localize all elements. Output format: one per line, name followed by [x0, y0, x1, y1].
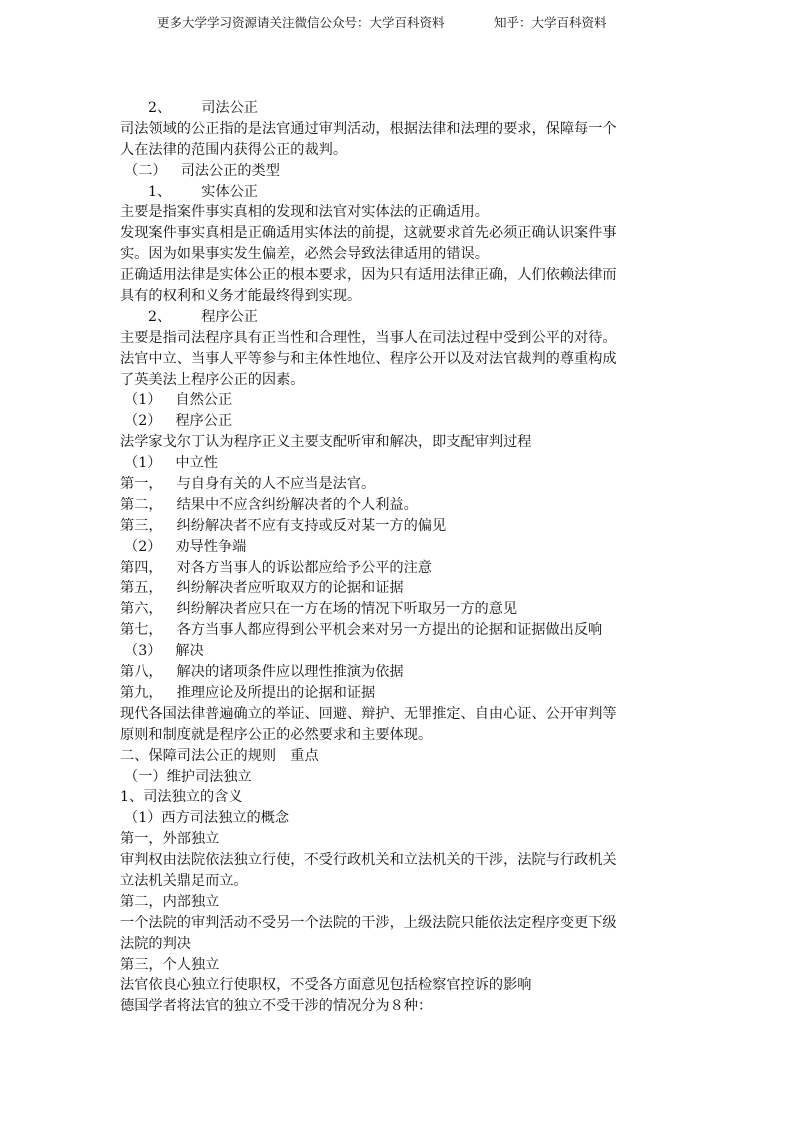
- text-line: [120, 223, 680, 244]
- line-text: 1、司法独立的含义: [120, 789, 243, 806]
- text-line: [120, 746, 680, 767]
- line-number-label: （2）: [124, 413, 162, 430]
- text-line: [120, 307, 680, 328]
- line-text: 解决的诸项条件应以理性推演为依据: [176, 664, 404, 681]
- line-number-label: （2）: [124, 538, 162, 555]
- line-text: 正确适用法律是实体公正的根本要求，因为只有适用法律正确，人们依赖法律而: [120, 267, 617, 284]
- line-number-label: 第六，: [120, 601, 163, 618]
- line-text: （1）西方司法独立的概念: [124, 810, 290, 827]
- line-text: 对各方当事人的诉讼都应给予公平的注意: [176, 559, 432, 576]
- text-line: [120, 453, 680, 474]
- text-line: [120, 725, 680, 746]
- line-number-label: 第二，: [120, 496, 163, 513]
- line-number-label: （二）: [124, 162, 167, 179]
- line-text: 中立性: [175, 455, 218, 472]
- line-text: 法院的判决: [120, 935, 191, 952]
- text-line: [120, 808, 680, 829]
- page-header: [0, 14, 793, 32]
- text-line: [120, 599, 680, 620]
- text-line: [120, 98, 680, 119]
- line-text: 实体公正: [201, 183, 258, 200]
- text-line: [120, 975, 680, 996]
- text-line: [120, 140, 680, 161]
- text-line: [120, 683, 680, 704]
- text-line: [120, 850, 680, 871]
- text-line: [120, 328, 680, 349]
- line-text: 发现案件事实真相是正确适用实体法的前提，这就要求首先必须正确认识案件事: [120, 225, 617, 242]
- text-line: [120, 871, 680, 892]
- text-line: [120, 641, 680, 662]
- line-text: 程序公正: [175, 413, 233, 430]
- text-line: [120, 161, 680, 182]
- line-text: 德国学者将法官的独立不受干涉的情况分为８种：: [120, 998, 433, 1015]
- line-text: 了英美法上程序公正的因素。: [120, 371, 305, 388]
- text-line: [120, 495, 680, 516]
- line-text: 主要是指司法程序具有正当性和合理性，当事人在司法过程中受到公平的对待。: [120, 329, 617, 346]
- line-text: 自然公正: [175, 392, 233, 409]
- text-line: [120, 558, 680, 579]
- text-line: [120, 934, 680, 955]
- text-line: [120, 620, 680, 641]
- line-text: 立法机关鼎足而立。: [120, 872, 248, 889]
- line-text: 法官中立、当事人平等参与和主体性地位、程序公开以及对法官裁判的尊重构成: [120, 350, 617, 367]
- text-line: [120, 829, 680, 850]
- text-line: [120, 119, 680, 140]
- line-text: 各方当事人都应得到公平机会来对另一方提出的论据和证据做出反响: [176, 622, 603, 639]
- text-line: [120, 432, 680, 453]
- header-right-text: 知乎：大学百科资料: [494, 15, 607, 30]
- text-line: [120, 390, 680, 411]
- text-line: [120, 996, 680, 1017]
- line-text: 实。因为如果事实发生偏差，必然会导致法律适用的错误。: [120, 246, 489, 263]
- line-text: 司法领域的公正指的是法官通过审判活动，根据法律和法理的要求，保障每一个: [120, 120, 617, 137]
- text-line: [120, 516, 680, 537]
- line-text: 纠纷解决者应听取双方的论据和证据: [176, 580, 404, 597]
- text-line: [120, 411, 680, 432]
- line-text: 纠纷解决者应只在一方在场的情况下听取另一方的意见: [176, 601, 518, 618]
- header-left-text: 更多大学学习资源请关注微信公众号：大学百科资料: [157, 15, 445, 30]
- line-text: 推理应论及所提出的论据和证据: [176, 684, 376, 701]
- line-number-label: 第九，: [120, 684, 163, 701]
- line-text: 现代各国法律普遍确立的举证、回避、辩护、无罪推定、自由心证、公开审判等: [120, 705, 617, 722]
- text-line: [120, 955, 680, 976]
- line-text: 审判权由法院依法独立行使，不受行政机关和立法机关的干涉，法院与行政机关: [120, 852, 617, 869]
- text-line: [120, 286, 680, 307]
- line-number-label: 第四，: [120, 559, 163, 576]
- line-number-label: （1）: [124, 392, 162, 409]
- text-line: [120, 537, 680, 558]
- text-line: [120, 202, 680, 223]
- line-number-label: 2、: [148, 100, 172, 116]
- line-number-label: 第七，: [120, 622, 163, 639]
- line-number-label: 第八，: [120, 664, 163, 681]
- line-text: 纠纷解决者不应有支持或反对某一方的偏见: [176, 517, 447, 534]
- line-text: 法学家戈尔丁认为程序正义主要支配听审和解决，即支配审判过程: [120, 434, 532, 451]
- line-text: 主要是指案件事实真相的发现和法官对实体法的正确适用。: [120, 204, 489, 221]
- text-line: [120, 244, 680, 265]
- text-line: [120, 892, 680, 913]
- line-text: 人在法律的范围内获得公正的裁判。: [120, 141, 348, 158]
- line-text: 第二，内部独立: [120, 893, 220, 910]
- text-line: [120, 704, 680, 725]
- line-text: 原则和制度就是程序公正的必然要求和主要体现。: [120, 726, 433, 743]
- line-number-label: 第三，: [120, 517, 163, 534]
- text-line: [120, 349, 680, 370]
- text-line: [120, 265, 680, 286]
- line-text: （一）维护司法独立: [124, 768, 252, 785]
- line-text: 第一，外部独立: [120, 831, 220, 848]
- line-number-label: 2、: [148, 308, 172, 325]
- text-line: [120, 787, 680, 808]
- line-number-label: （3）: [124, 643, 162, 660]
- line-text: 司法公正的类型: [180, 162, 280, 179]
- line-number-label: 1、: [148, 183, 172, 200]
- line-text: 结果中不应含纠纷解决者的个人利益。: [176, 496, 418, 513]
- line-text: 程序公正: [201, 308, 258, 325]
- text-line: [120, 370, 680, 391]
- line-text: 劝导性争端: [175, 538, 247, 555]
- line-number-label: （1）: [124, 455, 162, 472]
- text-line: [120, 474, 680, 495]
- line-text: 第三，个人独立: [120, 956, 220, 973]
- line-text: 二、保障司法公正的规则 重点: [120, 747, 319, 764]
- text-line: [120, 578, 680, 599]
- text-line: [120, 767, 680, 788]
- line-text: 具有的权利和义务才能最终得到实现。: [120, 288, 362, 305]
- line-text: 一个法院的审判活动不受另一个法院的干涉，上级法院只能依法定程序变更下级: [120, 914, 617, 931]
- text-line: [120, 913, 680, 934]
- line-text: 解决: [175, 643, 204, 660]
- text-line: [120, 662, 680, 683]
- line-number-label: 第一，: [120, 476, 163, 493]
- line-text: 法官依良心独立行使职权，不受各方面意见包括检察官控诉的影响: [120, 977, 532, 994]
- document-body: [120, 98, 680, 1017]
- line-text: 与自身有关的人不应当是法官。: [176, 476, 376, 493]
- line-number-label: 第五，: [120, 580, 163, 597]
- line-text: 司法公正: [201, 100, 258, 116]
- text-line: [120, 182, 680, 203]
